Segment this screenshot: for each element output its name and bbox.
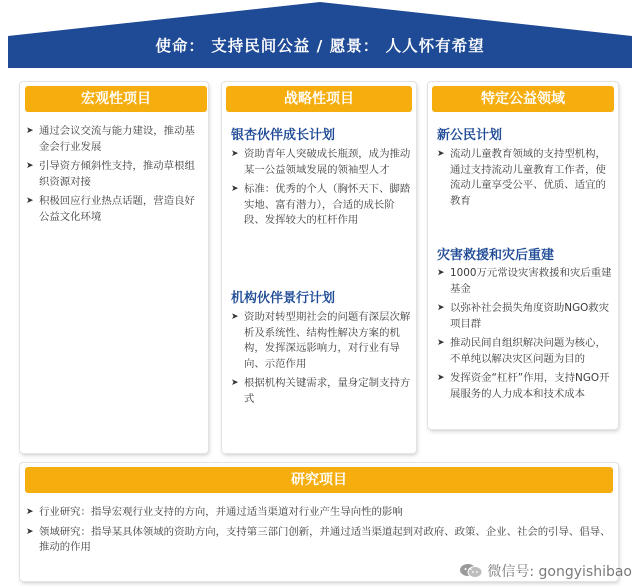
ginkgo-list bbox=[231, 147, 411, 233]
macro-list bbox=[26, 124, 204, 229]
watermark bbox=[459, 561, 632, 581]
list-item: ➤ 推动民间自组织解决问题为核心，不单纯以解决灾区问题为目的 bbox=[437, 337, 606, 365]
arrow-bullet-icon: ➤ bbox=[437, 149, 445, 159]
jingxing-list bbox=[231, 310, 411, 411]
list-item: ➤ 资助青年人突破成长瓶颈，成为推动某一公益领域发展的领袖型人才 bbox=[231, 148, 411, 176]
pill-macro: 宏观性项目 bbox=[25, 86, 207, 112]
list-item: ➤ 行业研究：指导宏观行业支持的方向，并通过适当渠道对行业产生导向性的影响 bbox=[26, 505, 614, 521]
arrow-bullet-icon: ➤ bbox=[231, 378, 239, 388]
list-item: ➤ 引导资方倾斜性支持，推动草根组织资源对接 bbox=[26, 160, 195, 188]
mission-banner bbox=[0, 0, 640, 72]
arrow-bullet-icon: ➤ bbox=[437, 268, 445, 278]
arrow-bullet-icon: ➤ bbox=[437, 303, 445, 313]
pill-research: 研究项目 bbox=[25, 467, 613, 493]
arrow-bullet-icon: ➤ bbox=[26, 196, 34, 206]
list-item: ➤ 发挥资金“杠杆”作用，支持NGO开展服务的人力成本和技术成本 bbox=[437, 372, 610, 400]
arrow-bullet-icon: ➤ bbox=[437, 338, 445, 348]
arrow-bullet-icon: ➤ bbox=[26, 526, 34, 537]
list-item: ➤ 积极回应行业热点话题，营造良好公益文化环境 bbox=[26, 195, 195, 223]
arrow-bullet-icon: ➤ bbox=[231, 184, 239, 194]
wechat-icon bbox=[459, 563, 483, 579]
list-item: ➤ 根据机构关键需求，量身定制支持方式 bbox=[231, 377, 411, 405]
list-item: ➤ 流动儿童教育领域的支持型机构，通过支持流动儿童教育工作者，使流动儿童享受公平、优质、适宜的教育 bbox=[437, 148, 606, 207]
research-list bbox=[26, 505, 614, 560]
arrow-bullet-icon: ➤ bbox=[437, 373, 445, 383]
arrow-bullet-icon: ➤ bbox=[26, 507, 34, 517]
list-item: ➤ 标准：优秀的个人（胸怀天下、脚踏实地、富有潜力），合适的成长阶段、发挥较大的杠杆作用 bbox=[231, 183, 411, 226]
list-item: ➤ 领域研究：指导某具体领域的资助方向，支持第三部门创新，并通过适当渠道起到对政府、政策、企业、社会的引导、倡导、推动的作用 bbox=[26, 525, 611, 553]
list-item: ➤ 1000万元常设灾害救援和灾后重建基金 bbox=[437, 267, 612, 295]
arrow-bullet-icon: ➤ bbox=[231, 312, 239, 322]
heading-ginkgo: 银杏伙伴成长计划 bbox=[231, 128, 336, 143]
list-item: ➤ 通过会议交流与能力建设，推动基金会行业发展 bbox=[26, 125, 195, 153]
new-citizen-list bbox=[437, 147, 614, 213]
arrow-bullet-icon: ➤ bbox=[26, 161, 34, 171]
watermark-text: 微信号: gongyishibao bbox=[487, 564, 632, 580]
list-item: ➤ 以弥补社会损失角度资助NGO救灾项目群 bbox=[437, 302, 610, 330]
arrow-bullet-icon: ➤ bbox=[231, 149, 239, 159]
disaster-list bbox=[437, 266, 614, 406]
heading-jingxing: 机构伙伴景行计划 bbox=[231, 291, 336, 306]
heading-disaster: 灾害救援和灾后重建 bbox=[437, 248, 555, 263]
list-item: ➤ 资助对转型期社会的问题有深层次解析及系统性、结构性解决方案的机构，发挥深远影响力，对行业有导向、示范作用 bbox=[231, 311, 411, 370]
pill-specific: 特定公益领域 bbox=[432, 86, 614, 112]
heading-new-citizen: 新公民计划 bbox=[437, 128, 503, 143]
banner-title: 使命： 支持民间公益 / 愿景： 人人怀有希望 bbox=[155, 37, 485, 55]
arrow-bullet-icon: ➤ bbox=[26, 126, 34, 136]
pill-strategic: 战略性项目 bbox=[226, 86, 412, 112]
